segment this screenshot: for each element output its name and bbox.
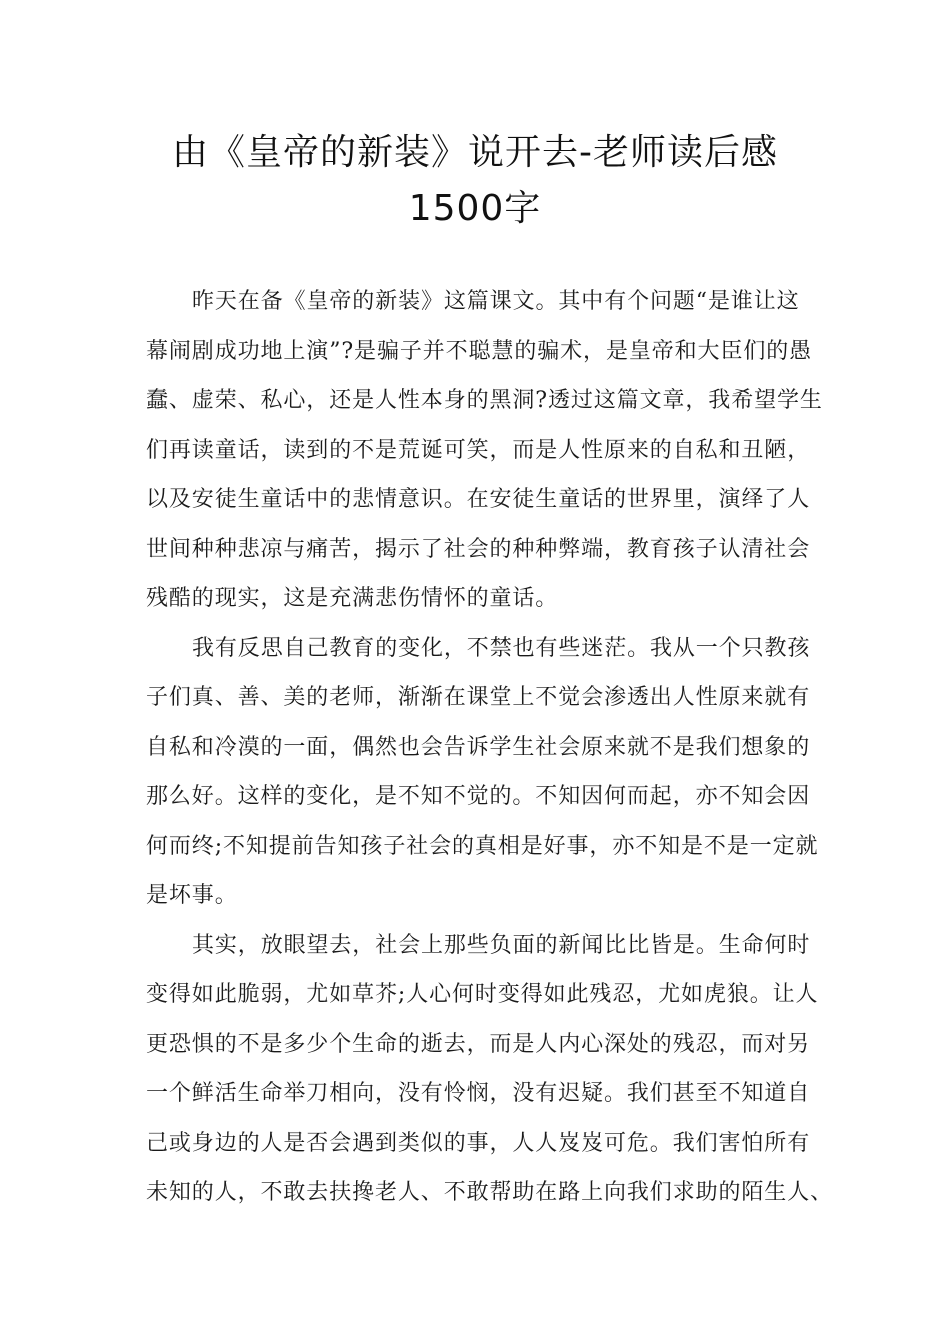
paragraph-1-line: 们再读童话，读到的不是荒诞可笑，而是人性原来的自私和丑陋，	[146, 437, 811, 463]
paragraph-1-line: 昨天在备《皇帝的新装》这篇课文。其中有个问题“是谁让这	[192, 289, 800, 314]
paragraph-2-line: 自私和冷漠的一面，偶然也会告诉学生社会原来就不是我们想象的	[146, 734, 811, 760]
paragraph-2-line: 是坏事。	[146, 883, 238, 908]
paragraph-1-line: 幕闹剧成功地上演”?是骗子并不聪慧的骗术，是皇帝和大臣们的愚	[146, 338, 813, 364]
document-title-line-2: 1500字	[408, 188, 542, 229]
paragraph-2-line: 我有反思自己教育的变化，不禁也有些迷茫。我从一个只教孩	[192, 635, 811, 661]
document-body	[146, 284, 834, 1225]
paragraph-3-line: 其实，放眼望去，社会上那些负面的新闻比比皆是。生命何时	[192, 932, 811, 958]
paragraph-1-line: 残酷的现实，这是充满悲伤情怀的童话。	[146, 586, 559, 611]
paragraph-1-line: 以及安徒生童话中的悲情意识。在安徒生童话的世界里，演绎了人	[146, 487, 811, 512]
paragraph-3-line: 更恐惧的不是多少个生命的逝去，而是人内心深处的残忍，而对另	[146, 1031, 811, 1057]
paragraph-2-line: 子们真、善、美的老师，渐渐在课堂上不觉会渗透出人性原来就有	[146, 685, 811, 710]
paragraph-3-line: 己或身边的人是否会遇到类似的事，人人岌岌可危。我们害怕所有	[146, 1130, 811, 1156]
paragraph-1-line: 蠢、虚荣、私心，还是人性本身的黑洞?透过这篇文章，我希望学生	[146, 388, 823, 413]
paragraph-3-line: 变得如此脆弱，尤如草芥;人心何时变得如此残忍，尤如虎狼。让人	[146, 982, 819, 1007]
paragraph-3-line: 一个鲜活生命举刀相向，没有怜悯，没有迟疑。我们甚至不知道自	[146, 1081, 811, 1106]
paragraph-2-line: 何而终;不知提前告知孩子社会的真相是好事，亦不知是不是一定就	[146, 833, 819, 859]
document-title-line-1: 由《皇帝的新装》说开去-老师读后感	[172, 132, 778, 173]
paragraph-1-line: 世间种种悲凉与痛苦，揭示了社会的种种弊端，教育孩子认清社会	[146, 536, 811, 562]
paragraph-2-line: 那么好。这样的变化，是不知不觉的。不知因何而起，亦不知会因	[146, 784, 811, 809]
paragraph-3-line: 未知的人，不敢去扶搀老人、不敢帮助在路上向我们求助的陌生人、	[146, 1180, 834, 1205]
